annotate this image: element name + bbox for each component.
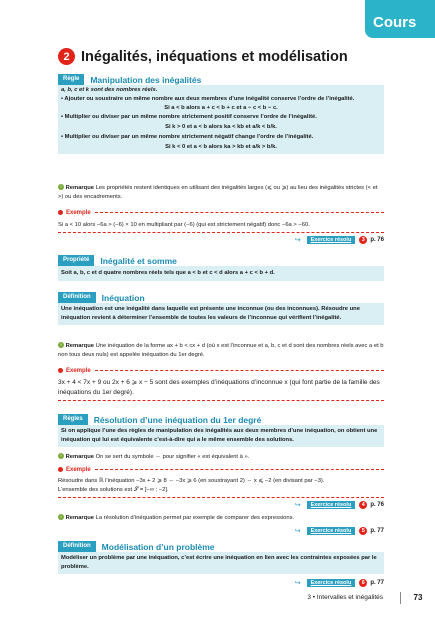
exercice-ref-2 (58, 500, 384, 509)
exercice-number: 3 (359, 236, 367, 244)
regles-tag: Règles (58, 414, 88, 425)
propriete-tag: Propriété (58, 255, 94, 266)
regles-text: Si on applique l’une des règles de manipulation des inégalités aux deux membres d’une inéquation, on obtient une inéquation qui lui est équivalente c’est-à-dire qui a le même ensemble des solutions. (58, 425, 384, 447)
exemple-bullet-icon (58, 368, 63, 373)
remarque-label: Remarque (65, 454, 94, 460)
exemple-2 (58, 366, 384, 401)
definition-title: Modélisation d’un problème (101, 541, 215, 552)
propriete-text: Soit a, b, c et d quatre nombres réels tels que a < b et c < d alors a + c < b + d. (58, 266, 384, 281)
exercice-number: 6 (359, 579, 367, 587)
regle-manipulation (58, 74, 384, 154)
exercice-ref-3 (58, 526, 384, 535)
exemple-bullet-icon (58, 467, 63, 472)
regle-bullet-2: • Multiplier ou diviser par un même nombre strictement positif conserve l’ordre de l’inégalité. (61, 114, 317, 120)
regle-box (58, 85, 384, 154)
regle-formula-2: Si k > 0 et a < b alors ka < kb et a/k < b/k. (165, 124, 277, 130)
propriete-title: Inégalité et somme (100, 255, 177, 266)
remarque-label: Remarque (65, 515, 94, 521)
exercice-number: 5 (359, 527, 367, 535)
exercice-page: p. 76 (370, 501, 384, 508)
arrow-icon: ↪ (294, 579, 301, 587)
remarque-3 (58, 453, 384, 462)
cours-tab (365, 0, 435, 38)
regles-title: Résolution d’une inéquation du 1er degré (93, 414, 262, 425)
definition-text: Une inéquation est une inégalité dans laquelle est présente une inconnue (ou des inconnues). Résoudre une inéquation revient à déterminer l’ensemble de toutes les valeurs de l’inconnue qui vérifient l’inégalité. (58, 303, 384, 325)
exemple-line-2: L’ensemble des solutions est 𝒮 = ]−∞ ; −2]. (58, 487, 169, 493)
exercice-resolu-link[interactable]: Exercice résolu (307, 527, 356, 535)
arrow-icon: ↪ (294, 236, 301, 244)
exercice-page: p. 76 (370, 236, 384, 243)
regle-bullet-1: • Ajouter ou soustraire un même nombre aux deux membres d’une inégalité conserve l’ordre de l’inégalité. (61, 96, 355, 102)
arrow-icon: ↪ (294, 527, 301, 535)
exemple-line-1: Résoudre dans ℝ l’inéquation −3x + 2 ⩾ 8 ⇔ −3x ⩾ 6 (en soustrayant 2) ⇔ x ⩽ −2 (en divisant par −3). (58, 478, 325, 484)
exemple-text: Si a < 10 alors −6a > (−6) × 10 en multipliant par (−6) (qui est strictement négatif) donc −6a > −60. (58, 222, 310, 228)
footer-divider (400, 592, 401, 604)
section-header (58, 48, 348, 65)
regle-tag: Règle (58, 74, 84, 85)
page-number: 73 (413, 593, 423, 602)
remarque-icon: › (58, 514, 64, 520)
remarque-icon: › (58, 453, 64, 459)
remarque-text: Une inéquation de la forme ax + b < cx + d (où x est l’inconnue et a, b, c et d sont des nombres réels avec a et b non tous deux nuls) est appelée inéquation du 1er degré. (58, 343, 384, 358)
remarque-text: On se sert du symbole ⇔ pour signifier « est équivalent à ». (95, 454, 250, 460)
regle-intro: a, b, c et k sont des nombres réels. (61, 87, 158, 93)
remarque-1 (58, 184, 384, 202)
exercice-resolu-link[interactable]: Exercice résolu (307, 236, 356, 244)
exemple-text: 3x + 4 < 7x + 9 ou 2x + 6 ⩾ x − 5 sont des exemples d’inéquations d’inconnue x (qui font partie de la famille des inéquations du 1er degré). (58, 379, 380, 396)
remarque-label: Remarque (65, 185, 94, 191)
remarque-text: Les propriétés restent identiques en utilisant des inégalités larges (⩽ ou ⩾) au lieu des inégalités strictes (< et >) ou des encadrements. (58, 185, 378, 200)
arrow-icon: ↪ (294, 501, 301, 509)
remarque-label: Remarque (65, 343, 94, 349)
remarque-4 (58, 514, 384, 523)
exemple-1 (58, 208, 384, 244)
exemple-label: Exemple (66, 466, 91, 473)
exercice-ref-1 (58, 235, 384, 244)
remarque-icon: › (58, 342, 64, 348)
regles-resolution (58, 414, 384, 447)
regle-formula-1: Si a < b alors a + c < b + c et a − c < b − c. (164, 105, 278, 111)
definition-inequation (58, 292, 384, 325)
exemple-label: Exemple (66, 367, 91, 374)
exercice-page: p. 77 (370, 527, 384, 534)
propriete-block (58, 255, 384, 281)
section-title: Inégalités, inéquations et modélisation (81, 48, 348, 65)
section-number: 2 (58, 48, 75, 65)
regle-formula-3: Si k < 0 et a < b alors ka > kb et a/k > b/k. (165, 144, 277, 150)
remarque-text: La résolution d’inéquation permet par exemple de comparer des expressions. (95, 515, 295, 521)
footer-chapter: 3 • Intervalles et inégalités (307, 594, 383, 601)
exemple-3 (58, 465, 384, 509)
exemple-label: Exemple (66, 209, 91, 216)
definition-modelisation (58, 541, 384, 587)
regle-bullet-3: • Multiplier ou diviser par un même nombre strictement négatif change l’ordre de l’inégalité. (61, 134, 314, 140)
remarque-icon: › (58, 184, 64, 190)
exercice-page: p. 77 (370, 579, 384, 586)
exercice-resolu-link[interactable]: Exercice résolu (307, 501, 356, 509)
definition-tag: Définition (58, 292, 96, 303)
remarque-2 (58, 342, 384, 360)
definition-title: Inéquation (101, 292, 145, 303)
exemple-bullet-icon (58, 210, 63, 215)
exercice-number: 4 (359, 501, 367, 509)
regle-title: Manipulation des inégalités (90, 74, 202, 85)
definition-text: Modéliser un problème par une inéquation, c’est écrire une inéquation en lien avec les contraintes exposées par le problème. (58, 552, 384, 574)
exercice-resolu-link[interactable]: Exercice résolu (307, 579, 356, 587)
definition-tag: Définition (58, 541, 96, 552)
exercice-ref-4 (58, 578, 384, 587)
cours-label: Cours (373, 14, 417, 31)
